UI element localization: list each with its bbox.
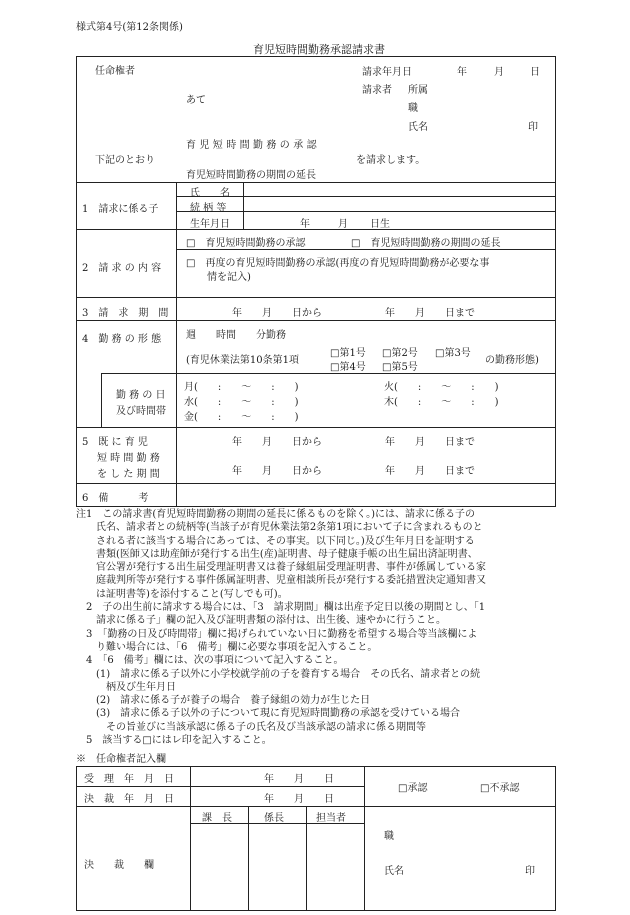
- item5-checkbox[interactable]: □第5号: [382, 362, 418, 373]
- date-month: 月: [494, 67, 504, 78]
- section6-label: 6 備 考: [82, 493, 149, 504]
- notes: [76, 508, 556, 747]
- section2-label: 2 請 求 の 内 容: [82, 263, 162, 274]
- decided-date: 年 月 日: [264, 794, 334, 805]
- decision-label: 決 裁 欄: [84, 860, 154, 871]
- request-date-label: 請求年月日: [362, 67, 412, 78]
- item4-checkbox[interactable]: □第4号: [330, 362, 366, 373]
- section5-label-1: 5 既 に 育 児: [82, 437, 148, 448]
- note-line: 書類(医師又は助産師が発行する出生(産)証明書、母子健康手帳の出生届出済証明書、: [76, 548, 478, 560]
- note-line: 庭裁判所等が発行する事件係属証明書、児童相談所長が発行する委託措置決定通知書又: [76, 575, 486, 587]
- date-day: 日: [530, 67, 540, 78]
- decided-date-label: 決 裁 年 月 日: [84, 794, 174, 805]
- requester-name-label: 氏名: [408, 122, 428, 133]
- received-date-label: 受 理 年 月 日: [84, 774, 174, 785]
- requester-label: 請求者: [362, 85, 392, 96]
- child-relation-label: 続 柄 等: [190, 203, 227, 214]
- note-line: 請求に係る子」欄の記入及び証明書類の添付は、出生後、速やかに行うこと。: [76, 615, 446, 627]
- section3-label: 3 請 求 期 間: [82, 308, 169, 319]
- schedule-tue: 火( : 〜 : ): [384, 382, 499, 393]
- section5-label-2: 短 時 間 勤 務: [97, 453, 160, 464]
- appointer-position-label: 職: [384, 831, 394, 842]
- item2-checkbox[interactable]: □第2号: [382, 348, 418, 359]
- ate-label: あて: [186, 95, 206, 106]
- option-approval: 育児短時間勤務の承認: [186, 140, 320, 151]
- birth-month: 月: [338, 219, 348, 230]
- note-line: 5 該当する□にはレ印を記入すること。: [76, 735, 272, 747]
- position-label: 職: [408, 103, 418, 114]
- child-birth-label: 生年月日: [190, 219, 230, 230]
- disapprove-checkbox[interactable]: □不承認: [480, 783, 520, 794]
- affiliation-label: 所属: [408, 85, 428, 96]
- child-name-label: 氏 名: [190, 188, 230, 199]
- period-to: 年 月 日まで: [385, 308, 475, 319]
- note-line: 氏名、請求者との続柄等(当該子が育児休業法第2条第1項において子に含まれるものと: [76, 522, 483, 534]
- birth-year: 年: [300, 219, 310, 230]
- note-line: される者に該当する場合にあっては、その事実。以下同じ。)及び生年月日を証明する: [76, 535, 475, 547]
- opt-approval-checkbox[interactable]: □ 育児短時間勤務の承認: [186, 238, 306, 249]
- note-line: 2 子の出生前に請求する場合には、「3 請求期間」欄は出産予定日以後の期間とし、「1: [76, 602, 486, 614]
- form-suffix: の勤務形態): [485, 355, 539, 366]
- prior-period-to-2: 年 月 日まで: [385, 466, 475, 477]
- birth-day: 日生: [370, 219, 390, 230]
- schedule-mon: 月( : 〜 : ): [184, 382, 299, 393]
- note-line: (3) 請求に係る子以外の子について現に育児短時間勤務の承認を受けている場合: [76, 708, 460, 720]
- opt-re-approval-line2: 情を記入): [207, 272, 251, 283]
- appointer-label: 任命権者: [95, 66, 135, 77]
- opt-extension-checkbox[interactable]: □ 育児短時間勤務の期間の延長: [351, 238, 501, 249]
- opt-re-approval-checkbox[interactable]: □ 再度の育児短時間勤務の承認(再度の育児短時間勤務が必要な事: [186, 258, 490, 269]
- prior-period-from-2: 年 月 日から: [232, 466, 322, 477]
- prior-period-to-1: 年 月 日まで: [385, 437, 475, 448]
- option-extension: 育児短時間勤務の期間の延長: [186, 170, 316, 181]
- period-from: 年 月 日から: [232, 308, 322, 319]
- note-line: その旨並びに当該承認に係る子の氏名及び当該承認の請求に係る期間等: [76, 721, 426, 733]
- as-follows-label: 下記のとおり: [95, 155, 155, 166]
- document-title: 育児短時間勤務承認請求書: [253, 43, 385, 56]
- approve-checkbox[interactable]: □承認: [398, 783, 428, 794]
- section4-label: 4 勤 務 の 形 態: [82, 334, 162, 345]
- note-line: (1) 請求に係る子以外に小学校就学前の子を養育する場合 その氏名、請求者との続: [76, 668, 481, 680]
- section1-label: 1 請求に係る子: [82, 204, 159, 215]
- note-line: (2) 請求に係る子が養子の場合 養子縁組の効力が生じた日: [76, 695, 371, 707]
- schedule-label-1: 勤 務 の 日: [116, 390, 166, 401]
- date-year: 年: [457, 67, 467, 78]
- note-line: 注1 この請求書(育児短時間勤務の期間の延長に係るものを除く。)には、請求に係る子の: [76, 509, 475, 520]
- appointer-section-heading: ※ 任命権者記入欄: [76, 754, 166, 765]
- chief-label: 課 長: [202, 813, 232, 824]
- note-line: り難い場合には、「6 備考」欄に必要な事項を記入すること。: [76, 641, 378, 653]
- schedule-wed: 水( : 〜 : ): [184, 397, 299, 408]
- appointer-name-label: 氏名: [384, 866, 404, 877]
- schedule-fri: 金( : 〜 : ): [184, 412, 299, 423]
- law-reference: (育児休業法第10条第1項: [186, 355, 299, 366]
- note-line: 官公署が発行する出生届受理証明書又は養子縁組届受理証明書、事件が係属している家: [76, 562, 486, 574]
- request-suffix: を請求します。: [356, 155, 426, 166]
- note-line: 3 「勤務の日及び時間帯」欄に掲げられていない日に勤務を希望する場合等当該欄によ: [76, 628, 478, 640]
- seal-label: 印: [528, 122, 538, 133]
- weekly-hours: 週 時間 分勤務: [186, 330, 286, 341]
- item1-checkbox[interactable]: □第1号: [330, 348, 366, 359]
- section5-label-3: を し た 期 間: [97, 469, 160, 480]
- prior-period-from-1: 年 月 日から: [232, 437, 322, 448]
- note-line: 4 「6 備考」欄には、次の事項について記入すること。: [76, 655, 344, 667]
- note-line: 柄及び生年月日: [76, 681, 176, 693]
- subchief-label: 係長: [264, 813, 284, 824]
- appointer-seal-label: 印: [525, 866, 535, 877]
- item3-checkbox[interactable]: □第3号: [435, 348, 471, 359]
- received-date: 年 月 日: [264, 774, 334, 785]
- form-number: 様式第4号(第12条関係): [76, 22, 183, 33]
- schedule-label-2: 及び時間帯: [116, 406, 166, 417]
- note-line: は証明書等)を添付すること(写しでも可)。: [76, 588, 288, 600]
- staff-label: 担当者: [316, 813, 346, 824]
- schedule-thu: 木( : 〜 : ): [384, 397, 499, 408]
